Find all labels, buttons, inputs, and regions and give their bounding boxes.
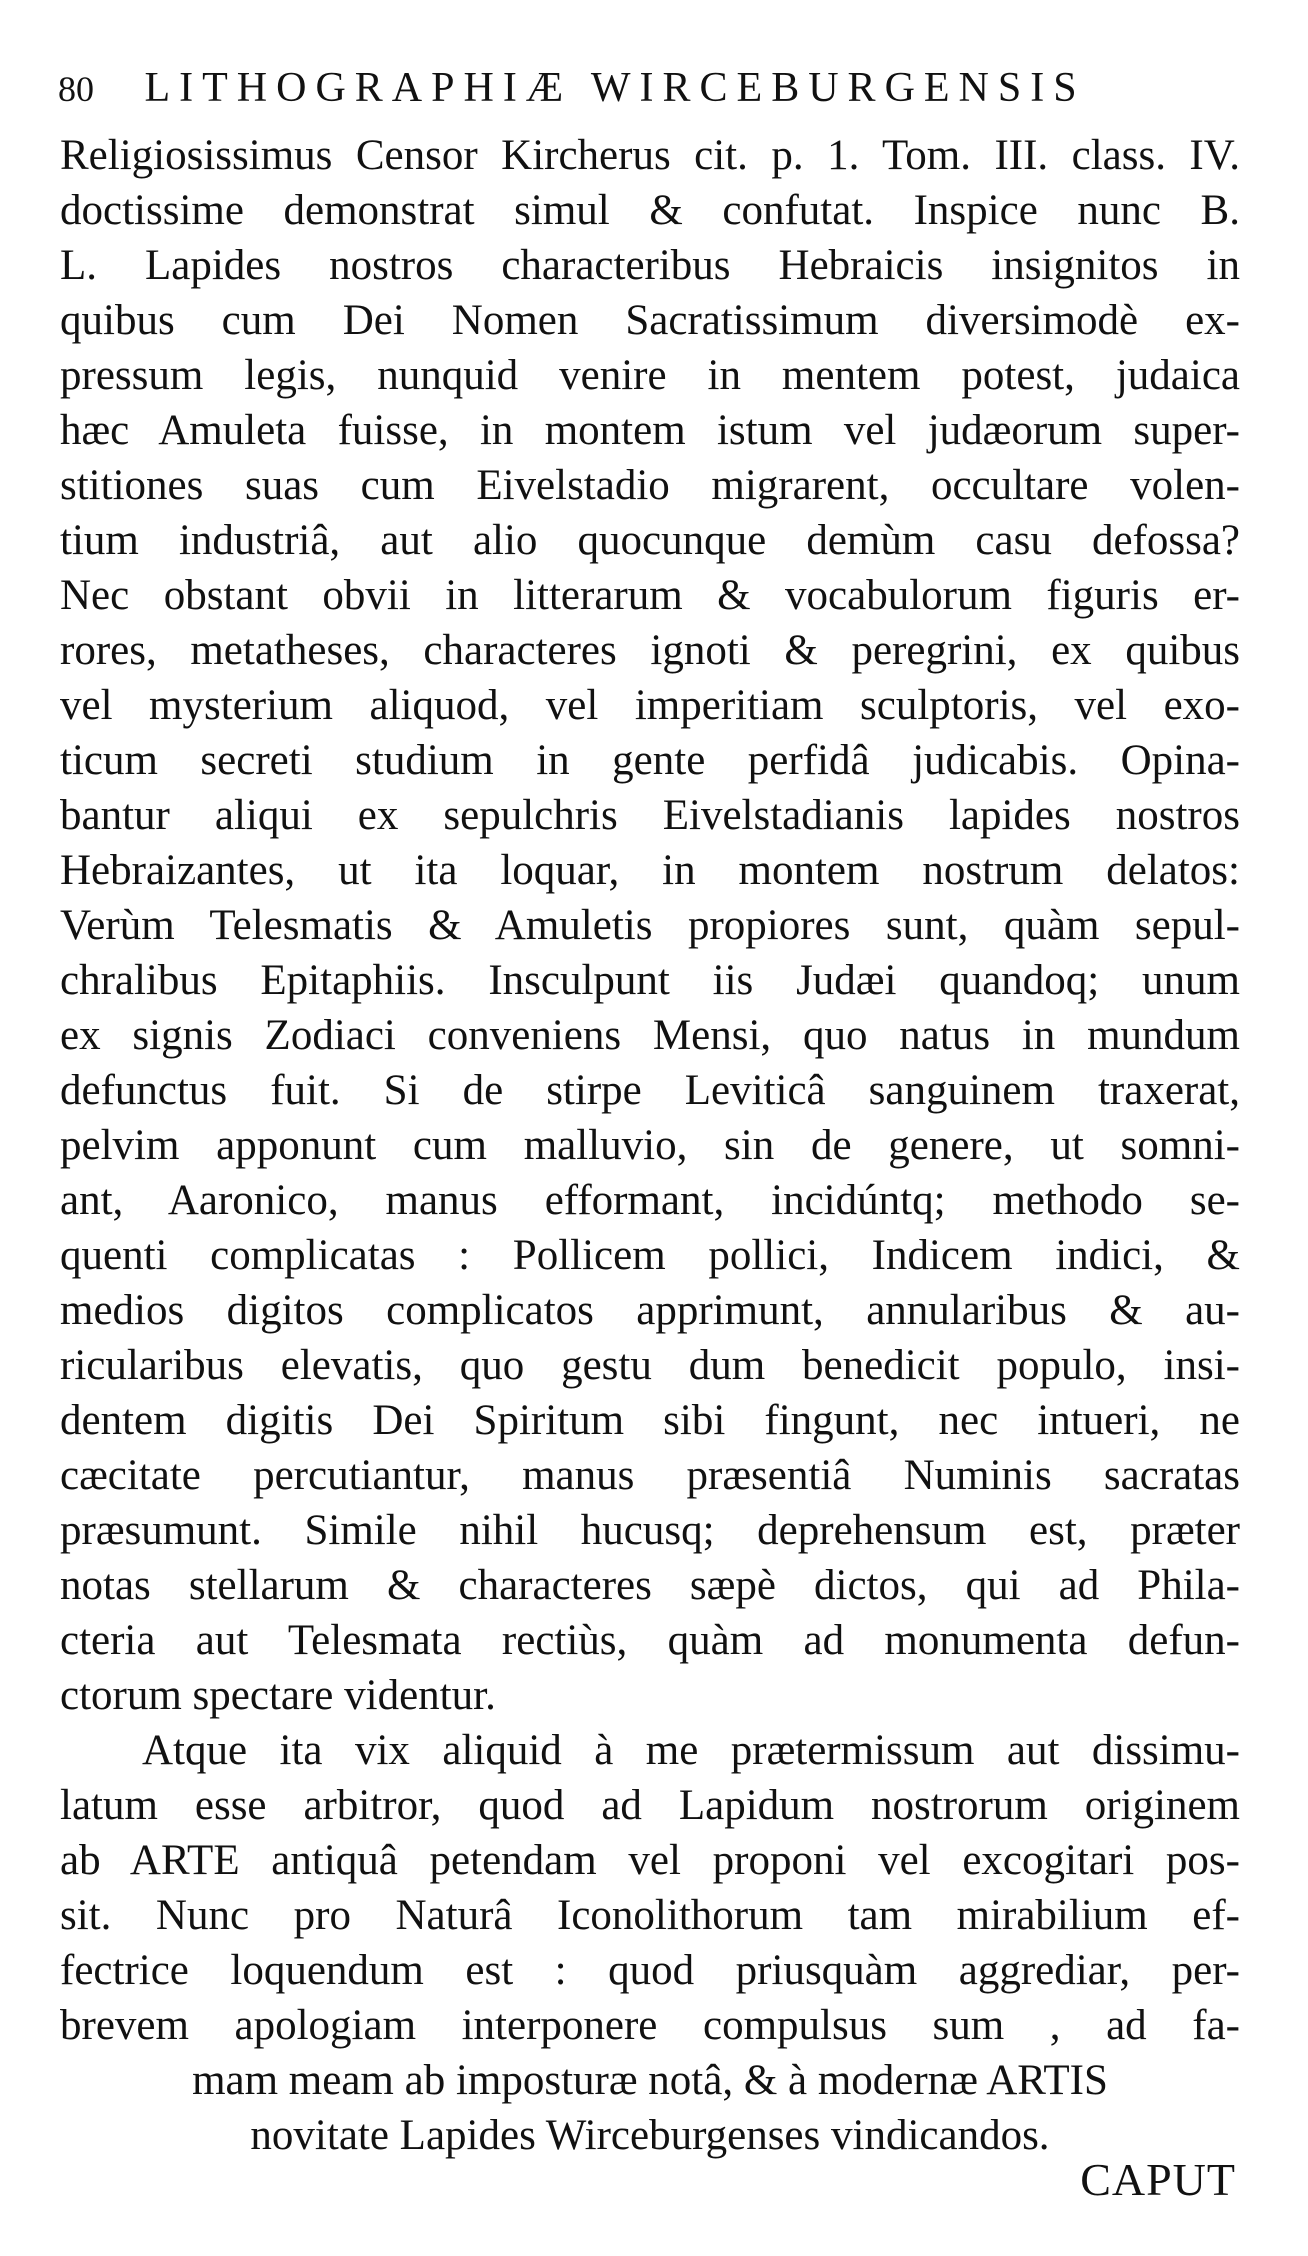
- text-line: Nec obstant obvii in litterarum & vocabulorum figuris er-: [60, 572, 1240, 619]
- text-line: novitate Lapides Wirceburgenses vindicandos.: [250, 2112, 1050, 2159]
- page-number: 80: [58, 69, 94, 109]
- text-line: stitiones suas cum Eivelstadio migrarent, occultare volen-: [60, 462, 1240, 509]
- text-line: defunctus fuit. Si de stirpe Leviticâ sanguinem traxerat,: [60, 1067, 1240, 1114]
- text-line: notas stellarum & characteres sæpè dictos, qui ad Phila-: [60, 1562, 1240, 1609]
- text-line: ticum secreti studium in gente perfidâ judicabis. Opina-: [60, 737, 1240, 784]
- text-line: Atque ita vix aliquid à me prætermissum aut dissimu-: [142, 1727, 1240, 1774]
- text-line: doctissime demonstrat simul & confutat. Inspice nunc B.: [60, 187, 1240, 234]
- text-line: vel mysterium aliquod, vel imperitiam sculptoris, vel exo-: [60, 682, 1240, 729]
- text-line: tium industriâ, aut alio quocunque demùm casu defossa?: [60, 517, 1240, 564]
- text-line: Hebraizantes, ut ita loquar, in montem nostrum delatos:: [60, 847, 1240, 894]
- text-line: ctorum spectare videntur.: [60, 1672, 496, 1719]
- text-line: latum esse arbitror, quod ad Lapidum nostrorum originem: [60, 1782, 1240, 1829]
- text-line: rores, metatheses, characteres ignoti & peregrini, ex quibus: [60, 627, 1240, 674]
- text-line: pelvim apponunt cum malluvio, sin de genere, ut somni-: [60, 1122, 1240, 1169]
- text-line: dentem digitis Dei Spiritum sibi fingunt, nec intueri, ne: [60, 1397, 1240, 1444]
- text-line: medios digitos complicatos apprimunt, annularibus & au-: [60, 1287, 1240, 1334]
- text-line: bantur aliqui ex sepulchris Eivelstadianis lapides nostros: [60, 792, 1240, 839]
- text-line: L. Lapides nostros characteribus Hebraicis insignitos in: [60, 242, 1240, 289]
- text-line: ant, Aaronico, manus efformant, incidúntq; methodo se-: [60, 1177, 1240, 1224]
- text-line: præsumunt. Simile nihil hucusq; deprehensum est, præter: [60, 1507, 1240, 1554]
- text-line: mam meam ab imposturæ notâ, & à modernæ ARTIS: [192, 2057, 1108, 2104]
- text-line: cæcitate percutiantur, manus præsentiâ Numinis sacratas: [60, 1452, 1240, 1499]
- text-line: chralibus Epitaphiis. Insculpunt iis Judæi quandoq; unum: [60, 957, 1240, 1004]
- text-line: Religiosissimus Censor Kircherus cit. p. 1. Tom. III. class. IV.: [60, 132, 1240, 179]
- body-text: [60, 128, 1240, 2163]
- running-title: LITHOGRAPHIÆ WIRCEBURGENSIS: [144, 65, 1086, 111]
- text-line: ex signis Zodiaci conveniens Mensi, quo natus in mundum: [60, 1012, 1240, 1059]
- text-line: Verùm Telesmatis & Amuletis propiores sunt, quàm sepul-: [60, 902, 1240, 949]
- text-line: pressum legis, nunquid venire in mentem potest, judaica: [60, 352, 1240, 399]
- text-line: brevem apologiam interponere compulsus sum , ad fa-: [60, 2002, 1240, 2049]
- text-line: quenti complicatas : Pollicem pollici, Indicem indici, &: [60, 1232, 1240, 1279]
- text-line: fectrice loquendum est : quod priusquàm aggrediar, per-: [60, 1947, 1240, 1994]
- text-line: quibus cum Dei Nomen Sacratissimum diversimodè ex-: [60, 297, 1240, 344]
- text-line: ricularibus elevatis, quo gestu dum benedicit populo, insi-: [60, 1342, 1240, 1389]
- text-line: cteria aut Telesmata rectiùs, quàm ad monumenta defun-: [60, 1617, 1240, 1664]
- catchword: CAPUT: [1080, 2154, 1236, 2205]
- text-line: hæc Amuleta fuisse, in montem istum vel judæorum super-: [60, 407, 1240, 454]
- text-line: ab ARTE antiquâ petendam vel proponi vel excogitari pos-: [60, 1837, 1240, 1884]
- page-header: [58, 58, 1238, 118]
- text-line: sit. Nunc pro Naturâ Iconolithorum tam mirabilium ef-: [60, 1892, 1240, 1939]
